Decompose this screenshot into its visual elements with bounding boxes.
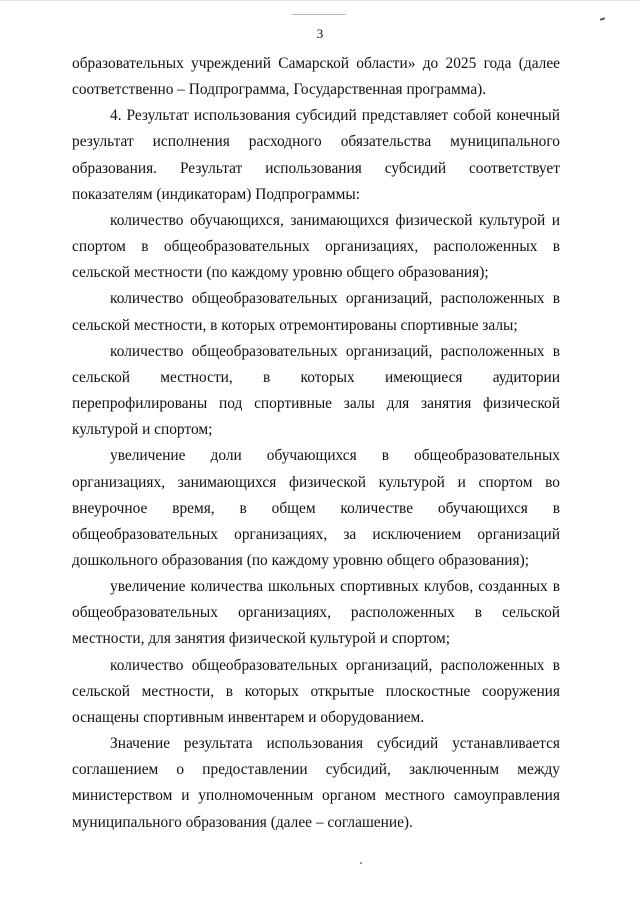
scan-artifact-top	[292, 14, 346, 15]
scan-artifact-bottom	[360, 862, 362, 864]
paragraph-agreement: Значение результата использования субсидий устанавливается соглашением о предоставлении субсидий, заключенным между министерством и уполномоченным органом местного самоуправления муниципального образования (далее – соглашение).	[72, 735, 560, 831]
paragraph-indicator-students-rural: количество обучающихся, занимающихся физической культурой и спортом в общеобразовательных организациях, расположенных в сельской местности (по каждому уровню общего образования);	[72, 211, 560, 282]
paragraph-indicator-renovated-gyms: количество общеобразовательных организаций, расположенных в сельской местности, в которых отремонтированы спортивные залы;	[72, 290, 560, 334]
document-body	[72, 51, 560, 836]
scan-edge-line	[0, 0, 640, 1]
paragraph-indicator-repurposed-rooms: количество общеобразовательных организаций, расположенных в сельской местности, в которых имеющиеся аудитории перепрофилированы под спортивные залы для занятия физической культурой и спортом;	[72, 342, 560, 439]
paragraph-indicator-extracurricular-share: увеличение доли обучающихся в общеобразовательных организациях, занимающихся физической культурой и спортом во внеурочное время, в общем количестве обучающихся в общеобразовательных организациях, за исключением организаций дошкольного образования (по каждому уровню общего образования);	[72, 447, 560, 569]
paragraph-indicator-outdoor-facilities: количество общеобразовательных организаций, расположенных в сельской местности, в которых открытые плоскостные сооружения оснащены спортивным инвентарем и оборудованием.	[72, 656, 560, 726]
paragraph-indicator-sports-clubs: увеличение количества школьных спортивных клубов, созданных в общеобразовательных организациях, расположенных в сельской местности, для занятия физической культурой и спортом;	[72, 578, 560, 648]
page-number: 3	[316, 26, 324, 41]
paragraph-subsidy-result: 4. Результат использования субсидий представляет собой конечный результат исполнения расходного обязательства муниципального образования. Результат использования субсидий соответствует показателям (индикаторам) Подпрограммы:	[72, 107, 560, 203]
paragraph-continuation: образовательных учреждений Самарской области» до 2025 года (далее соответственно – Подпрограмма, Государственная программа).	[72, 55, 560, 99]
scan-artifact-corner	[600, 17, 605, 21]
